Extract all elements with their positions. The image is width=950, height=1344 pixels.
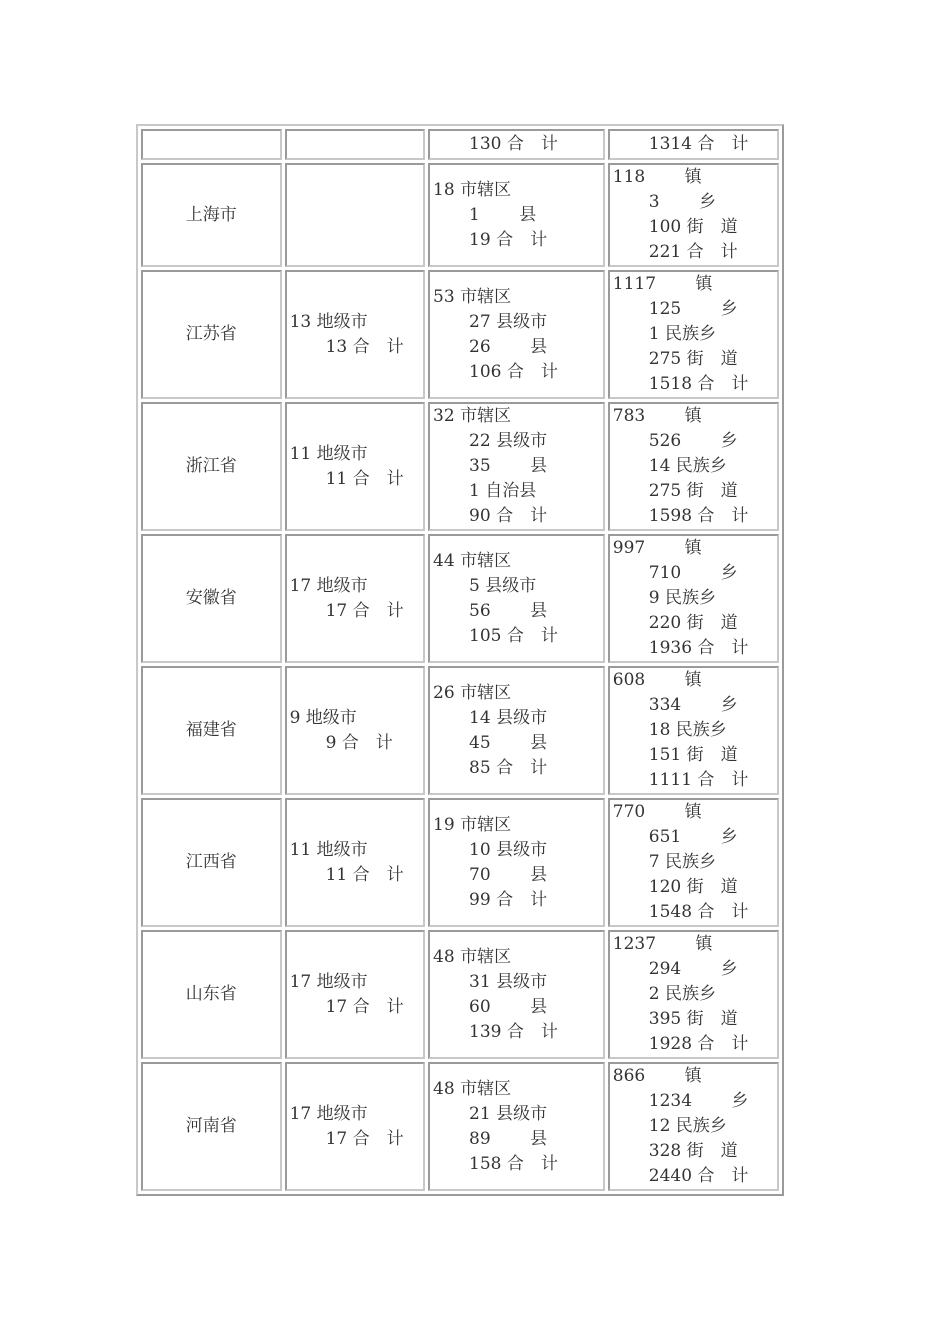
cell-line: 48 市辖区 — [433, 946, 512, 967]
prefecture-cell — [285, 270, 425, 399]
cell-line: 158 合 计 — [469, 1153, 558, 1174]
cell-line: 651 乡 — [648, 827, 738, 847]
province-cell — [141, 1062, 282, 1191]
header-cell-township-total — [608, 129, 779, 160]
county-cell — [428, 930, 605, 1059]
cell-line: 710 乡 — [648, 563, 738, 583]
township-cell — [608, 534, 779, 663]
province-cell — [141, 163, 282, 267]
cell-line: 275 街 道 — [648, 481, 738, 501]
cell-line: 19 合 计 — [469, 229, 548, 250]
cell-line: 17 地级市 — [289, 971, 368, 992]
province-name: 安徽省 — [185, 588, 237, 608]
cell-line: 5 县级市 — [469, 575, 537, 596]
cell-line: 35 县 — [469, 456, 548, 476]
cell-line: 13 合 计 — [325, 336, 404, 357]
cell-line: 17 合 计 — [325, 1128, 404, 1149]
cell-line: 18 民族乡 — [648, 720, 727, 740]
table-body — [141, 129, 779, 1191]
cell-line: 70 县 — [469, 864, 548, 885]
prefecture-cell — [285, 534, 425, 663]
cell-line: 275 街 道 — [648, 349, 738, 369]
cell-line: 1928 合 计 — [648, 1034, 749, 1054]
cell-line: 12 民族乡 — [648, 1116, 727, 1136]
table-row — [141, 270, 779, 399]
township-cell — [608, 930, 779, 1059]
cell-line: 90 合 计 — [469, 506, 548, 526]
cell-line: 48 市辖区 — [433, 1078, 512, 1099]
county-cell — [428, 1062, 605, 1191]
cell-line: 19 市辖区 — [433, 814, 512, 835]
prefecture-cell — [285, 163, 425, 267]
province-name: 河南省 — [185, 1116, 237, 1136]
cell-line: 14 县级市 — [469, 707, 548, 728]
township-cell — [608, 402, 779, 531]
cell-line: 13 地级市 — [289, 311, 368, 332]
province-name: 上海市 — [185, 204, 237, 225]
cell-line: 56 县 — [469, 600, 548, 621]
cell-line: 44 市辖区 — [433, 550, 512, 571]
cell-line: 770 镇 — [612, 802, 702, 822]
province-cell — [141, 930, 282, 1059]
cell-line: 1598 合 计 — [648, 506, 749, 526]
cell-line: 11 地级市 — [289, 443, 368, 464]
cell-line: 1548 合 计 — [648, 902, 749, 922]
county-cell — [428, 402, 605, 531]
table-row — [141, 402, 779, 531]
table-row — [141, 930, 779, 1059]
cell-line: 26 县 — [469, 336, 548, 357]
cell-line: 32 市辖区 — [433, 406, 512, 426]
province-name: 福建省 — [185, 720, 237, 740]
province-name: 江西省 — [185, 852, 237, 872]
cell-line: 17 地级市 — [289, 1103, 368, 1124]
cell-line: 118 镇 — [612, 167, 702, 187]
cell-line: 1 自治县 — [469, 481, 537, 501]
cell-line: 220 街 道 — [648, 613, 738, 633]
cell-line: 21 县级市 — [469, 1103, 548, 1124]
table-row — [141, 798, 779, 927]
cell-line: 1 县 — [469, 204, 537, 225]
cell-line: 608 镇 — [612, 670, 702, 690]
cell-line: 100 街 道 — [648, 217, 738, 237]
cell-line: 53 市辖区 — [433, 286, 512, 307]
table-row — [141, 163, 779, 267]
cell-line: 328 街 道 — [648, 1141, 738, 1161]
cell-line: 526 乡 — [648, 431, 738, 451]
cell-line: 334 乡 — [648, 695, 738, 715]
province-cell — [141, 798, 282, 927]
cell-line: 221 合 计 — [648, 242, 738, 262]
prefecture-cell — [285, 930, 425, 1059]
cell-line: 997 镇 — [612, 538, 702, 558]
cell-line: 45 县 — [469, 732, 548, 753]
cell-line: 3 乡 — [648, 192, 716, 212]
cell-line: 139 合 计 — [469, 1021, 558, 1042]
header-cell-prefecture — [285, 129, 425, 160]
header-row — [141, 129, 779, 160]
table-row — [141, 1062, 779, 1191]
township-total-text: 1314 合 计 — [648, 134, 749, 154]
cell-line: 1234 乡 — [648, 1091, 749, 1111]
township-cell — [608, 1062, 779, 1191]
cell-line: 1 民族乡 — [648, 324, 716, 344]
county-total-text: 130 合 计 — [469, 134, 558, 154]
county-cell — [428, 666, 605, 795]
header-cell-county-total — [428, 129, 605, 160]
prefecture-cell — [285, 1062, 425, 1191]
cell-line: 14 民族乡 — [648, 456, 727, 476]
cell-line: 18 市辖区 — [433, 179, 512, 200]
province-cell — [141, 402, 282, 531]
province-name: 山东省 — [185, 984, 237, 1004]
prefecture-cell — [285, 666, 425, 795]
township-cell — [608, 666, 779, 795]
county-cell — [428, 798, 605, 927]
admin-division-table — [136, 124, 784, 1196]
cell-line: 866 镇 — [612, 1066, 702, 1086]
cell-line: 120 街 道 — [648, 877, 738, 897]
cell-line: 395 街 道 — [648, 1009, 738, 1029]
cell-line: 9 合 计 — [325, 732, 393, 753]
cell-line: 1518 合 计 — [648, 374, 749, 394]
county-cell — [428, 534, 605, 663]
province-cell — [141, 534, 282, 663]
province-cell — [141, 270, 282, 399]
prefecture-cell — [285, 402, 425, 531]
cell-line: 99 合 计 — [469, 889, 548, 910]
cell-line: 1237 镇 — [612, 934, 713, 954]
table-row — [141, 666, 779, 795]
cell-line: 105 合 计 — [469, 625, 558, 646]
township-cell — [608, 163, 779, 267]
cell-line: 9 民族乡 — [648, 588, 716, 608]
cell-line: 1111 合 计 — [648, 770, 749, 790]
cell-line: 1936 合 计 — [648, 638, 749, 658]
cell-line: 17 地级市 — [289, 575, 368, 596]
province-name: 浙江省 — [185, 456, 237, 476]
cell-line: 11 合 计 — [325, 864, 404, 885]
cell-line: 7 民族乡 — [648, 852, 716, 872]
cell-line: 26 市辖区 — [433, 682, 512, 703]
cell-line: 11 合 计 — [325, 468, 404, 489]
cell-line: 10 县级市 — [469, 839, 548, 860]
cell-line: 89 县 — [469, 1128, 548, 1149]
table-row — [141, 534, 779, 663]
cell-line: 85 合 计 — [469, 757, 548, 778]
cell-line: 60 县 — [469, 996, 548, 1017]
cell-line: 151 街 道 — [648, 745, 738, 765]
township-cell — [608, 798, 779, 927]
cell-line: 27 县级市 — [469, 311, 548, 332]
cell-line: 22 县级市 — [469, 431, 548, 451]
cell-line: 17 合 计 — [325, 996, 404, 1017]
township-cell — [608, 270, 779, 399]
county-cell — [428, 270, 605, 399]
cell-line: 1117 镇 — [612, 274, 713, 294]
cell-line: 31 县级市 — [469, 971, 548, 992]
cell-line: 2 民族乡 — [648, 984, 716, 1004]
province-name: 江苏省 — [185, 324, 237, 344]
header-cell-province — [141, 129, 282, 160]
prefecture-cell — [285, 798, 425, 927]
cell-line: 783 镇 — [612, 406, 702, 426]
cell-line: 2440 合 计 — [648, 1166, 749, 1186]
province-cell — [141, 666, 282, 795]
cell-line: 106 合 计 — [469, 361, 558, 382]
county-cell — [428, 163, 605, 267]
cell-line: 125 乡 — [648, 299, 738, 319]
cell-line: 11 地级市 — [289, 839, 368, 860]
cell-line: 294 乡 — [648, 959, 738, 979]
cell-line: 17 合 计 — [325, 600, 404, 621]
cell-line: 9 地级市 — [289, 707, 357, 728]
